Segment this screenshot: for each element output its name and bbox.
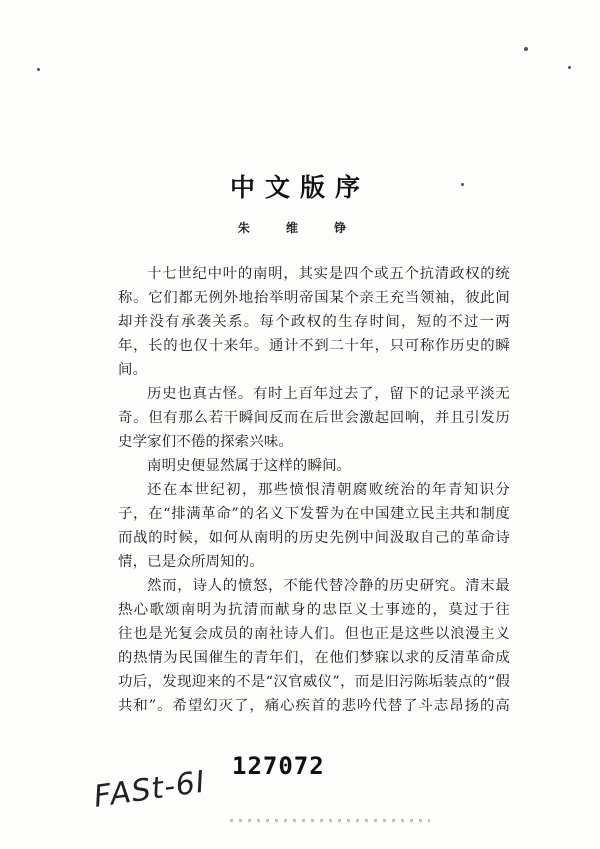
text-line: 年，长的也仅十来年。通计不到二十年，只可称作历史的瞬 (118, 338, 510, 354)
text-line: 往也是光复会成员的南社诗人们。但也正是这些以浪漫主义 (118, 626, 510, 642)
body-text (118, 262, 510, 718)
text-line: 间。 (118, 362, 148, 378)
scan-speck (568, 66, 571, 69)
handwritten-mark: FASt-6I (91, 764, 208, 815)
text-line: 奇。但有那么若干瞬间反而在后世会激起回响，并且引发历 (118, 410, 510, 426)
text-line: 共和”。希望幻灭了，痛心疾首的悲吟代替了斗志昂扬的高 (118, 698, 510, 714)
text-line: 的热情为民国催生的青年们，在他们梦寐以求的反清革命成 (118, 650, 510, 666)
text-line: 热心歌颂南明为抗清而献身的忠臣义士事迹的，莫过于往 (118, 602, 510, 618)
text-line: 十七世纪中叶的南明，其实是四个或五个抗清政权的统 (147, 266, 510, 282)
text-line: 却并没有承袭关系。每个政权的生存时间，短的不过一两 (118, 314, 510, 330)
page-title: 中文版序 (229, 173, 370, 202)
text-line: 还在本世纪初，那些愤恨清朝腐败统治的年青知识分 (147, 482, 510, 498)
scan-speck (37, 68, 40, 71)
scan-speck (524, 47, 528, 51)
text-line: 功后，发现迎来的不是“汉官威仪”，而是旧污陈垢装点的“假 (118, 674, 510, 690)
text-line: 称。它们都无例外地抬举明帝国某个亲王充当领袖，彼此间 (118, 290, 510, 306)
text-line: 子，在“排满革命”的名义下发誓为在中国建立民主共和制度 (118, 506, 510, 522)
text-line: 南明史便显然属于这样的瞬间。 (147, 458, 352, 474)
text-line: 历史也真古怪。有时上百年过去了，留下的记录平淡无 (147, 386, 510, 402)
text-line: 而战的时候，如何从南明的历史先例中间汲取自己的革命诗 (118, 530, 510, 546)
scan-noise-line (230, 819, 430, 822)
stamp-number: 127072 (232, 752, 325, 780)
text-line: 史学家们不倦的探索兴味。 (118, 434, 294, 450)
text-line: 然而，诗人的愤怒，不能代替冷静的历史研究。清末最 (147, 578, 510, 594)
author-name: 朱 维 铮 (237, 221, 363, 235)
text-line: 情，已是众所周知的。 (118, 554, 264, 570)
scan-speck (461, 183, 464, 186)
